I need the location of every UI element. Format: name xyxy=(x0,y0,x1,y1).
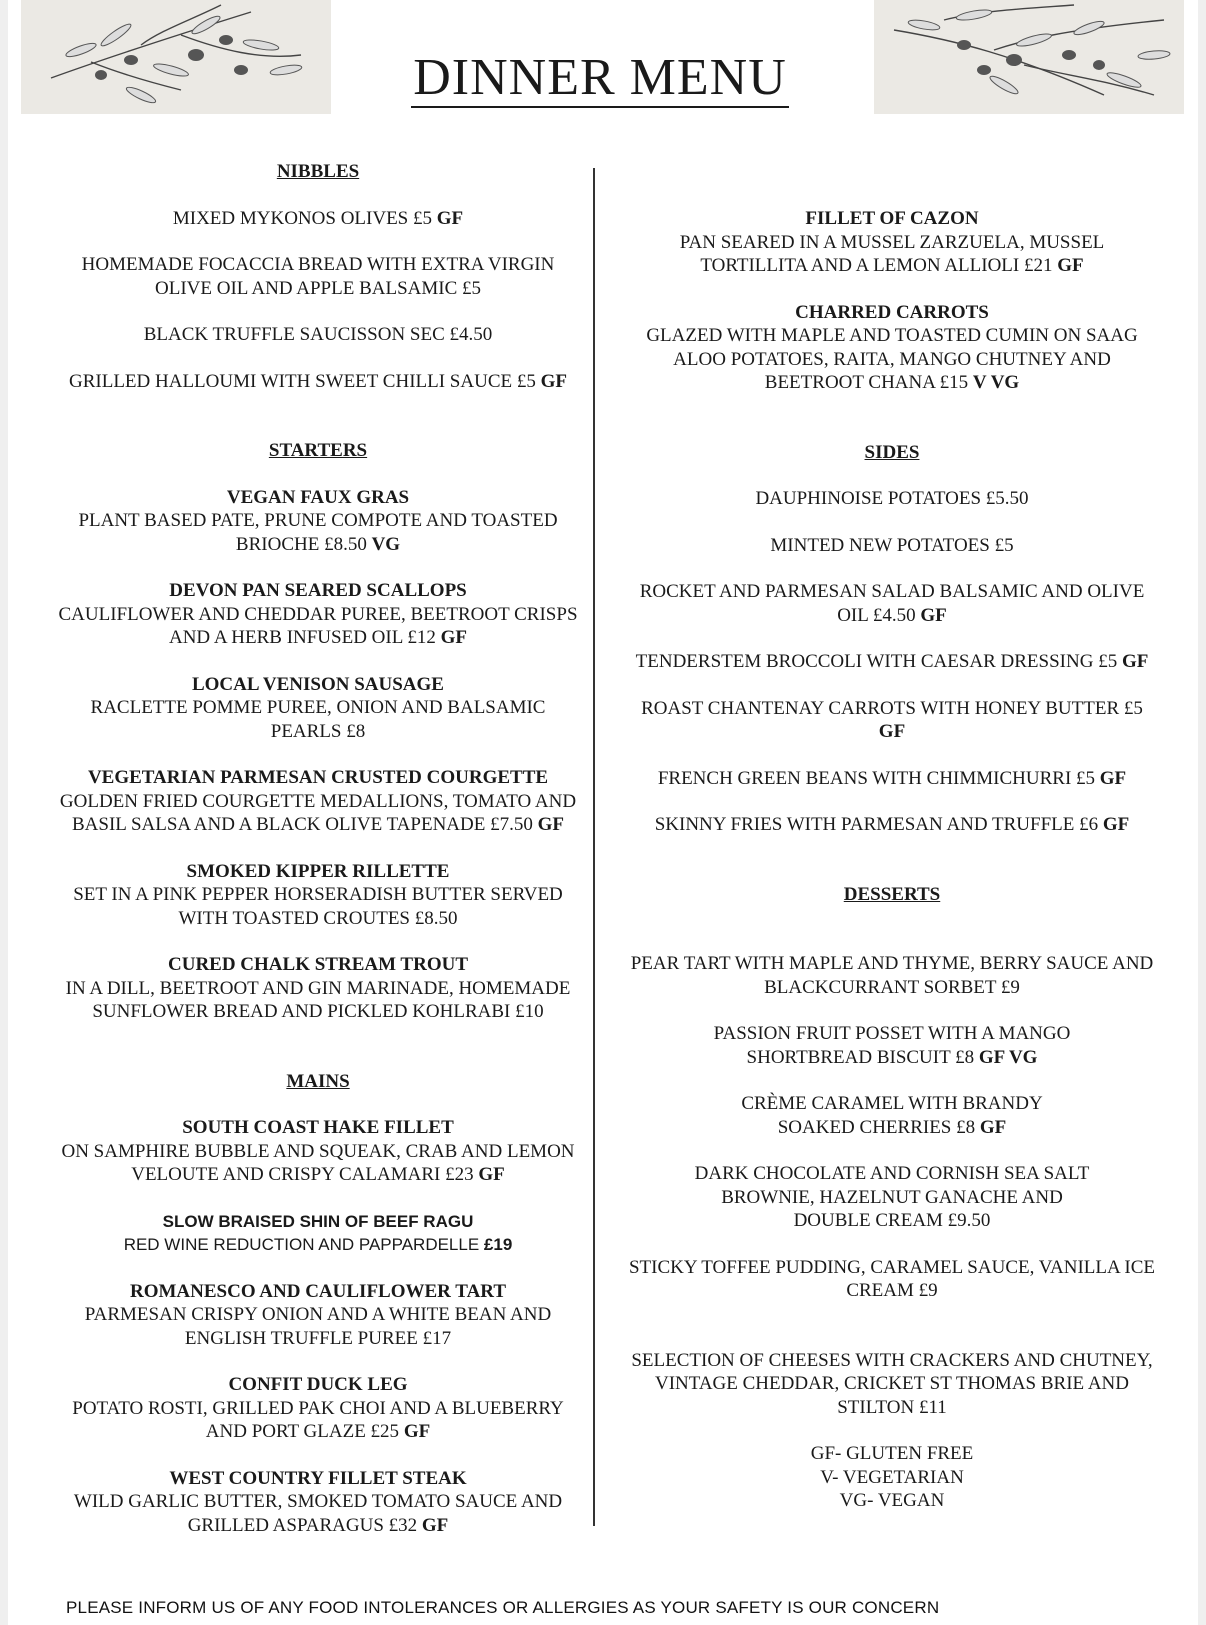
side-item: MINTED NEW POTATOES £5 xyxy=(770,534,1014,556)
olive-branch-icon xyxy=(21,0,331,114)
dessert-item: PASSION FRUIT POSSET WITH A MANGO SHORTBREAD BISCUIT £8 GF VG xyxy=(713,1023,1071,1068)
olive-branch-illustration-right xyxy=(874,0,1184,114)
main-item: CHARRED CARROTS GLAZED WITH MAPLE AND TOASTED CUMIN ON SAAG ALOO POTATOES, RAITA, MANGO CHUTNEY AND BEETROOT CHANA £15 V VG xyxy=(646,301,1138,393)
main-item: SOUTH COAST HAKE FILLET ON SAMPHIRE BUBBLE AND SQUEAK, CRAB AND LEMON VELOUTE AND CRISPY CALAMARI £23 GF xyxy=(61,1117,575,1185)
nibbles-heading: NIBBLES xyxy=(276,161,360,182)
page-edge-left xyxy=(0,0,8,1625)
starter-item: VEGAN FAUX GRAS PLANT BASED PATE, PRUNE COMPOTE AND TOASTED BRIOCHE £8.50 VG xyxy=(78,486,558,555)
allergy-notice: PLEASE INFORM US OF ANY FOOD INTOLERANCES OR ALLERGIES AS YOUR SAFETY IS OUR CONCERN xyxy=(66,1598,940,1617)
nibble-item: GRILLED HALLOUMI WITH SWEET CHILLI SAUCE £5 GF xyxy=(69,370,567,392)
sides-heading: SIDES xyxy=(864,441,920,463)
legend-gluten-free: GF- GLUTEN FREE xyxy=(810,1443,974,1464)
nibble-item: MIXED MYKONOS OLIVES £5 GF xyxy=(172,207,464,229)
main-item: SLOW BRAISED SHIN OF BEEF RAGU RED WINE REDUCTION AND PAPPARDELLE £19 xyxy=(123,1211,513,1254)
main-item: WEST COUNTRY FILLET STEAK WILD GARLIC BUTTER, SMOKED TOMATO SAUCE AND GRILLED ASPARAGUS £32 GF xyxy=(73,1467,563,1536)
dessert-item: SELECTION OF CHEESES WITH CRACKERS AND CHUTNEY, VINTAGE CHEDDAR, CRICKET ST THOMAS BRIE AND STILTON £11 xyxy=(631,1349,1153,1418)
side-item: FRENCH GREEN BEANS WITH CHIMMICHURRI £5 GF xyxy=(657,767,1127,789)
menu-left-column xyxy=(58,160,578,1537)
column-divider xyxy=(593,168,595,1526)
starter-item: CURED CHALK STREAM TROUT IN A DILL, BEETROOT AND GIN MARINADE, HOMEMADE SUNFLOWER BREAD AND PICKLED KOHLRABI £10 xyxy=(65,954,571,1022)
olive-branch-illustration-left xyxy=(21,0,331,114)
dessert-item: PEAR TART WITH MAPLE AND THYME, BERRY SAUCE AND BLACKCURRANT SORBET £9 xyxy=(630,953,1154,998)
side-item: ROCKET AND PARMESAN SALAD BALSAMIC AND OLIVE OIL £4.50 GF xyxy=(639,581,1145,626)
starters-heading: STARTERS xyxy=(268,440,368,461)
main-item: FILLET OF CAZON PAN SEARED IN A MUSSEL ZARZUELA, MUSSEL TORTILLITA AND A LEMON ALLIOLI £21 GF xyxy=(679,208,1105,276)
page-edge-right xyxy=(1198,0,1206,1625)
mains-heading: MAINS xyxy=(286,1070,350,1092)
dessert-item: DARK CHOCOLATE AND CORNISH SEA SALT BROWNIE, HAZELNUT GANACHE AND DOUBLE CREAM £9.50 xyxy=(694,1163,1090,1231)
dessert-item: STICKY TOFFEE PUDDING, CARAMEL SAUCE, VANILLA ICE CREAM £9 xyxy=(628,1256,1156,1301)
menu-right-column xyxy=(626,207,1158,1513)
olive-branch-icon xyxy=(874,0,1184,114)
desserts-heading: DESSERTS xyxy=(843,883,941,905)
legend-vegetarian: V- VEGETARIAN xyxy=(820,1466,964,1488)
starter-item: SMOKED KIPPER RILLETTE SET IN A PINK PEPPER HORSERADISH BUTTER SERVED WITH TOASTED CROUTES £8.50 xyxy=(73,860,563,929)
nibble-item: BLACK TRUFFLE SAUCISSON SEC £4.50 xyxy=(143,324,493,345)
side-item: ROAST CHANTENAY CARROTS WITH HONEY BUTTER £5 GF xyxy=(641,697,1143,742)
nibble-item: HOMEMADE FOCACCIA BREAD WITH EXTRA VIRGIN OLIVE OIL AND APPLE BALSAMIC £5 xyxy=(81,254,555,299)
legend-vegan: VG- VEGAN xyxy=(839,1490,945,1511)
main-item: CONFIT DUCK LEG POTATO ROSTI, GRILLED PAK CHOI AND A BLUEBERRY AND PORT GLAZE £25 GF xyxy=(72,1374,564,1442)
dessert-item: CRÈME CARAMEL WITH BRANDY SOAKED CHERRIES £8 GF xyxy=(741,1093,1043,1138)
side-item: SKINNY FRIES WITH PARMESAN AND TRUFFLE £6 GF xyxy=(654,814,1130,835)
starter-item: LOCAL VENISON SAUSAGE RACLETTE POMME PUREE, ONION AND BALSAMIC PEARLS £8 xyxy=(90,673,546,742)
page-title xyxy=(340,48,860,108)
starter-item: VEGETARIAN PARMESAN CRUSTED COURGETTE GOLDEN FRIED COURGETTE MEDALLIONS, TOMATO AND BASIL SALSA AND A BLACK OLIVE TAPENADE £7.50 GF xyxy=(59,767,577,835)
page-title-text: DINNER MENU xyxy=(413,49,787,106)
main-item: ROMANESCO AND CAULIFLOWER TART PARMESAN CRISPY ONION AND A WHITE BEAN AND ENGLISH TRUFFLE PUREE £17 xyxy=(84,1280,552,1349)
starter-item: DEVON PAN SEARED SCALLOPS CAULIFLOWER AND CHEDDAR PUREE, BEETROOT CRISPS AND A HERB INFUSED OIL £12 GF xyxy=(58,580,578,648)
side-item: TENDERSTEM BROCCOLI WITH CAESAR DRESSING £5 GF xyxy=(635,651,1149,672)
side-item: DAUPHINOISE POTATOES £5.50 xyxy=(755,488,1029,509)
